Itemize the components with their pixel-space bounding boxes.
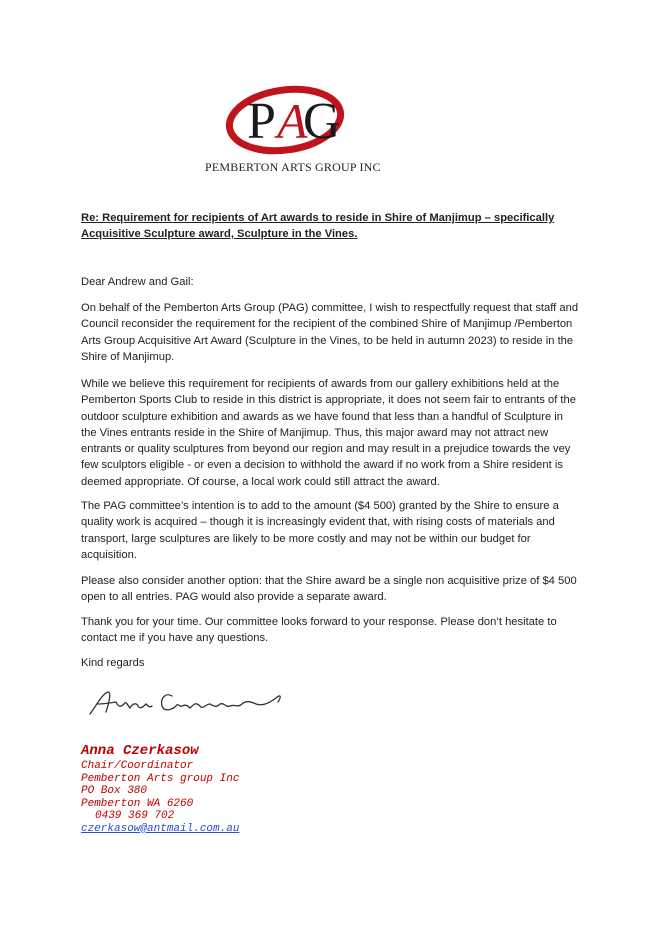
signer-email-link[interactable]: czerkasow@antmail.com.au <box>81 822 240 835</box>
paragraph-intention: The PAG committee’s intention is to add to the amount ($4 500) granted by the Shire to ensure a quality work is acquired – though it is increasingly evident that, with rising costs of materials and transport, large sculptures are likely to be more costly and may not be within our budget for acquisition. <box>81 500 559 561</box>
signer-locality: Pemberton WA 6260 <box>81 797 194 810</box>
paragraph-concern: While we believe this requirement for recipients of awards from our gallery exhibitions held at the Pemberton Sports Club to reside in this district is appropriate, it does not seem fair to entrants of the outdoor sculpture exhibition and awards as we have found that less than a handful of Sculpture in the Vines entrants reside in the Shire of Manjimup. Thus, this major award may not attract new entrants or quality sculptures from beyond our region and may result in a prejudice towards the vey few sculptors eligible - or even a decision to withhold the award if no work from a Shire resident is deemed appropriate. Of course, a local work could still attract the award. <box>81 378 576 488</box>
signer-title: Chair/Coordinator <box>81 760 194 772</box>
signer-po-box: PO Box 380 <box>81 785 148 797</box>
svg-text:P: P <box>247 93 276 150</box>
org-name: PEMBERTON ARTS GROUP INC <box>205 160 381 174</box>
signature-block <box>81 742 239 835</box>
closing: Kind regards <box>81 657 145 669</box>
svg-text:A: A <box>277 93 308 149</box>
signer-org: Pemberton Arts group Inc <box>81 772 240 785</box>
subject-line: Re: Requirement for recipients of Art awards to reside in Shire of Manjimup – specifically Acquisitive Sculpture award, Sculpture in the Vines. <box>81 212 555 240</box>
pag-logo-graphic <box>195 78 375 158</box>
signer-name: Anna Czerkasow <box>81 743 199 759</box>
svg-text:G: G <box>303 93 341 150</box>
paragraph-thanks: Thank you for your time. Our committee looks forward to your response. Please don’t hesitate to contact me if you have any questions. <box>81 616 557 645</box>
signer-phone: 0439 369 702 <box>95 810 175 822</box>
paragraph-option: Please also consider another option: that the Shire award be a single non acquisitive prize of $4 500 open to all entries. PAG would also provide a separate award. <box>81 575 577 604</box>
handwritten-signature <box>86 684 286 724</box>
paragraph-request: On behalf of the Pemberton Arts Group (PAG) committee, I wish to respectfully request that staff and Council reconsider the requirement for the recipient of the combined Shire of Manjimup /Pemberton Arts Group Acquisitive Art Award (Sculpture in the Vines, to be held in autumn 2023) to reside in the Shire of Manjimup. <box>81 302 579 363</box>
greeting: Dear Andrew and Gail: <box>81 276 194 288</box>
